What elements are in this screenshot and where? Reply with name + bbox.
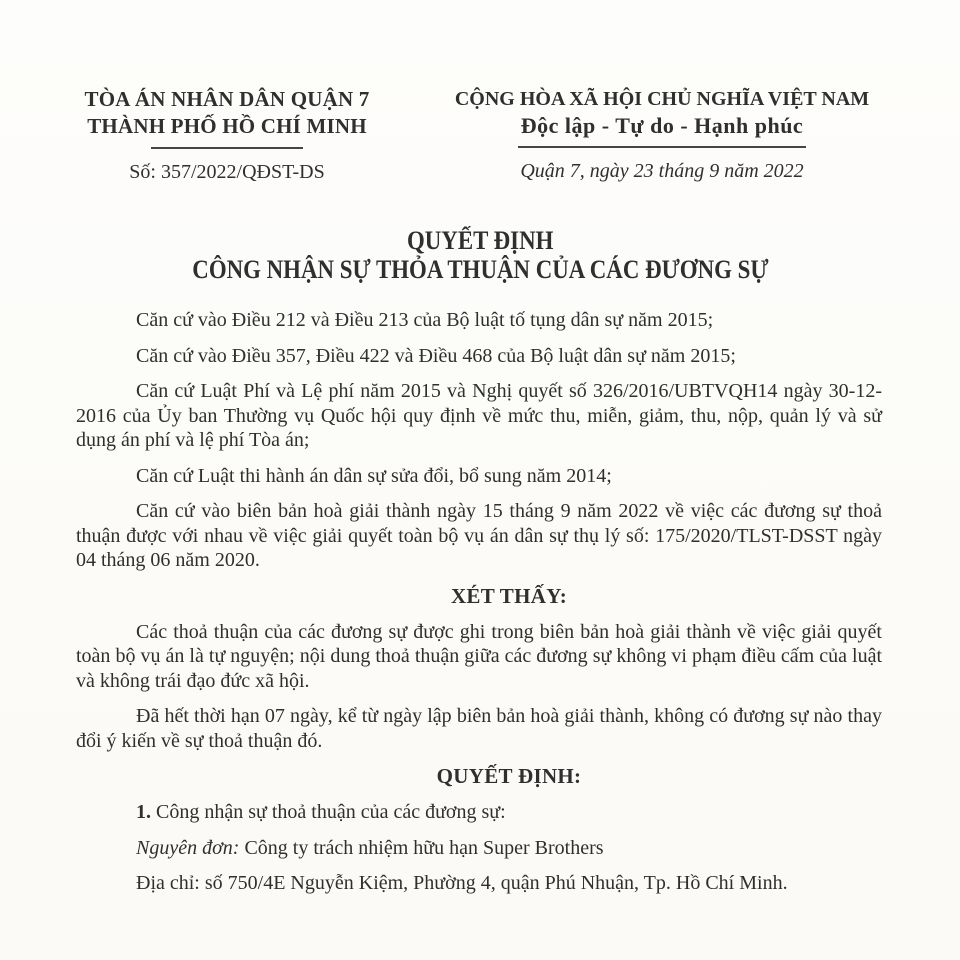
- document-header: [0, 0, 960, 184]
- motto-line: Độc lập - Tự do - Hạnh phúc: [520, 113, 804, 138]
- decision-item-1-number: 1.: [136, 801, 151, 823]
- xet-thay-paragraph-1: Các thoả thuận của các đương sự được ghi trong biên bản hoà giải thành về việc giải quyết toàn bộ vụ án là tự nguyện; nội dung thoả thuận giữa các đương sự không vi phạm điều cấm của luật và không trái đạo đức xã hội.: [76, 620, 882, 692]
- preamble-paragraph-1: Căn cứ vào Điều 212 và Điều 213 của Bộ luật tố tụng dân sự năm 2015;: [136, 309, 714, 331]
- plaintiff-line: [76, 836, 882, 861]
- place-date-line: Quận 7, ngày 23 tháng 9 năm 2022: [520, 160, 804, 182]
- national-motto-block: [424, 86, 900, 183]
- section-heading-quyet-dinh: QUYẾT ĐỊNH:: [436, 764, 582, 788]
- motto-rule: [518, 146, 806, 148]
- court-name-line2: THÀNH PHỐ HỒ CHÍ MINH: [87, 114, 367, 138]
- document-title-line1: QUYẾT ĐỊNH: [406, 226, 554, 255]
- preamble-paragraph-2: Căn cứ vào Điều 357, Điều 422 và Điều 468 của Bộ luật dân sự năm 2015;: [136, 344, 736, 367]
- preamble-paragraph-5: Căn cứ vào biên bản hoà giải thành ngày 15 tháng 9 năm 2022 về việc các đương sự thoả thuận được với nhau về việc giải quyết toàn bộ vụ án dân sự thụ lý số: 175/2020/TLST-DSST ngày 04 tháng 06 năm 2020.: [76, 500, 882, 571]
- decision-item-1-text: Công nhận sự thoả thuận của các đương sự:: [151, 801, 506, 823]
- document-body: [0, 308, 960, 896]
- document-title-line2: CÔNG NHẬN SỰ THỎA THUẬN CỦA CÁC ĐƯƠNG SỰ: [191, 255, 769, 284]
- court-header-block: [68, 86, 386, 184]
- decision-item-1: [76, 800, 882, 825]
- court-name-line1: TÒA ÁN NHÂN DÂN QUẬN 7: [84, 87, 370, 111]
- court-header-rule: [151, 147, 303, 149]
- preamble-paragraph-3: Căn cứ Luật Phí và Lệ phí năm 2015 và Nghị quyết số 326/2016/UBTVQH14 ngày 30-12-2016 của Ủy ban Thường vụ Quốc hội quy định về mức thu, miễn, giảm, thu, nộp, quản lý và sử dụng án phí và lệ phí Tòa án;: [76, 380, 882, 451]
- national-name-line: CỘNG HÒA XÃ HỘI CHỦ NGHĨA VIỆT NAM: [454, 88, 870, 110]
- xet-thay-paragraph-2: Đã hết thời hạn 07 ngày, kể từ ngày lập biên bản hoà giải thành, không có đương sự nào thay đổi ý kiến về sự thoả thuận đó.: [76, 705, 882, 752]
- document-title: [0, 226, 960, 284]
- plaintiff-address-line: Địa chỉ: số 750/4E Nguyễn Kiệm, Phường 4, quận Phú Nhuận, Tp. Hồ Chí Minh.: [136, 872, 788, 894]
- plaintiff-value: Công ty trách nhiệm hữu hạn Super Brothers: [239, 836, 604, 859]
- section-heading-xet-thay: XÉT THẤY:: [450, 583, 568, 608]
- plaintiff-label: Nguyên đơn:: [136, 836, 240, 859]
- preamble-paragraph-4: Căn cứ Luật thi hành án dân sự sửa đổi, bổ sung năm 2014;: [136, 464, 612, 487]
- case-number: Số: 357/2022/QĐST-DS: [129, 161, 325, 183]
